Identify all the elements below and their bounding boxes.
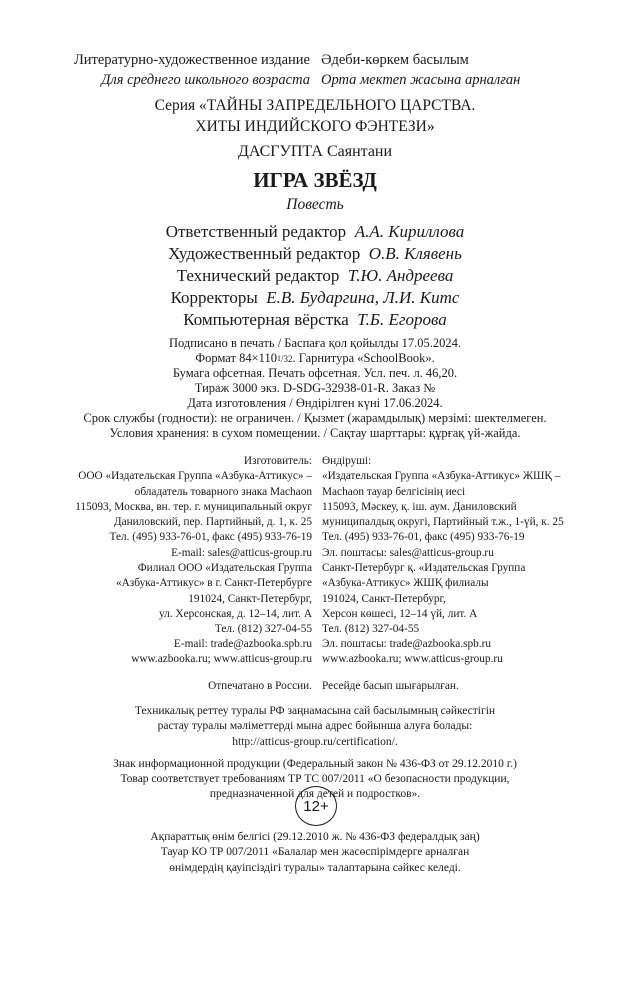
print-service-life: Срок службы (годности): не ограничен. / Қызмет (жарамдылық) мерзімі: шектелмеген.: [83, 411, 547, 425]
tech-reg-url: http://atticus-group.ru/certification/.: [232, 736, 398, 748]
series-line-2: ХИТЫ ИНДИЙСКОГО ФЭНТЕЗИ»: [195, 118, 435, 135]
kz-cert-line: Тауар КО ТР 007/2011 «Балалар мен жасөспірімдерге арналған: [160, 846, 470, 858]
print-run: Тираж 3000 экз. D-SDG-32938-01-R. Заказ №: [194, 381, 436, 395]
kz-cert-line: Ақпараттық өнім белгісі (29.12.2010 ж. № 436-ФЗ федералдық заң): [150, 831, 480, 843]
print-made-date: Дата изготовления / Өндірілген күні 17.06.2024.: [187, 396, 443, 410]
staff-name: А.А. Кириллова: [354, 222, 465, 241]
web-kz: www.azbooka.ru; www.atticus-group.ru: [322, 653, 503, 665]
staff-name: Т.Б. Егорова: [357, 310, 447, 329]
publisher-ru-line: Даниловский, пер. Партийный, д. 1, к. 25: [113, 516, 312, 529]
staff-name: Т.Ю. Андреева: [347, 266, 454, 285]
branch-ru-line: Тел. (812) 327-04-55: [214, 623, 312, 636]
branch-ru-line: 191024, Санкт-Петербург,: [188, 592, 312, 605]
staff-line: [0, 309, 630, 331]
staff-role: Ответственный редактор: [165, 222, 347, 241]
publisher-ru-email: E-mail: sales@atticus-group.ru: [171, 546, 312, 559]
branch-ru-line: «Азбука-Аттикус» в г. Санкт-Петербурге: [116, 577, 312, 590]
print-paper: Бумага офсетная. Печать офсетная. Усл. печ. л. 46,20.: [172, 366, 458, 380]
publisher-kz-line: Өндіруші:: [322, 455, 372, 467]
publisher-ru-line: 115093, Москва, вн. тер. г. муниципальный округ: [75, 500, 312, 513]
branch-kz: [322, 561, 525, 653]
branch-ru-line: ул. Херсонская, д. 12–14, лит. А: [158, 607, 312, 620]
series-line-1: Серия «ТАЙНЫ ЗАПРЕДЕЛЬНОГО ЦАРСТВА.: [154, 97, 476, 114]
branch-kz-line: «Азбука-Аттикус» ЖШҚ филиалы: [322, 577, 489, 590]
format-size: Формат 84×110: [195, 351, 277, 365]
staff-role: Корректоры: [170, 288, 258, 307]
branch-ru: [40, 561, 312, 653]
staff-line: [0, 243, 630, 265]
ru-cert-line: предназначенной для детей и подростков».: [209, 788, 421, 800]
printed-ru: Отпечатано в России.: [208, 680, 312, 692]
publisher-kz-line: Тел. (495) 933-76-01, факс (495) 933-76-19: [322, 531, 525, 544]
branch-ru-email: E-mail: trade@azbooka.spb.ru: [173, 638, 312, 651]
branch-kz-email: Эл. поштасы: trade@azbooka.spb.ru: [322, 638, 492, 651]
format-sup: 1: [276, 354, 281, 363]
format-sub: /32: [280, 354, 293, 364]
genre: Повесть: [286, 196, 344, 213]
staff-line: [0, 265, 630, 287]
branch-kz-line: Тел. (812) 327-04-55: [322, 623, 420, 636]
print-signed: Подписано в печать / Баспаға қол қойылды 17.05.2024.: [168, 336, 462, 350]
staff-line: [0, 287, 630, 309]
category-kz-line-1: Әдеби-көркем басылым: [321, 52, 469, 68]
branch-kz-line: 191024, Санкт-Петербург,: [322, 592, 446, 605]
publisher-ru: [40, 454, 312, 561]
staff-role: Компьютерная вёрстка: [183, 310, 349, 329]
publisher-kz-email: Эл. поштасы: sales@atticus-group.ru: [322, 546, 494, 559]
branch-kz-line: Херсон көшесі, 12–14 үй, лит. А: [322, 607, 478, 620]
staff-role: Художественный редактор: [168, 244, 361, 263]
kz-cert-line: өнімдердің қауіпсіздігі туралы» талаптарына сәйкес келеді.: [169, 862, 461, 874]
publisher-kz: [322, 454, 564, 561]
staff-line: [0, 221, 630, 243]
author: ДАСГУПТА Саянтани: [237, 143, 393, 160]
category-ru-line-2: Для среднего школьного возраста: [101, 72, 310, 88]
publisher-kz-line: 115093, Мәскеу, қ. іш. аум. Даниловский: [322, 500, 517, 513]
print-format: [0, 351, 630, 367]
tech-reg-line: Техникалық реттеу туралы РФ заңнамасына сай басылымның сәйкестігін: [134, 705, 496, 717]
web-ru: www.azbooka.ru; www.atticus-group.ru: [131, 653, 312, 665]
publisher-ru-line: ООО «Издательская Группа «Азбука-Аттикус» –: [78, 470, 312, 483]
print-storage: Условия хранения: в сухом помещении. / Сақтау шарттары: құрғақ үй-жайда.: [109, 426, 521, 440]
staff-role: Технический редактор: [176, 266, 340, 285]
format-typeface: . Гарнитура «SchoolBook».: [292, 351, 435, 365]
staff-name: Е.В. Бударгина, Л.И. Китс: [266, 288, 460, 307]
category-kz-line-2: Орта мектеп жасына арналған: [321, 72, 521, 88]
publisher-ru-line: Тел. (495) 933-76-01, факс (495) 933-76-19: [109, 531, 312, 544]
book-title: ИГРА ЗВЁЗД: [253, 168, 377, 192]
publisher-kz-line: муниципалдық округі, Партийный т.ж., 1-үй, к. 25: [322, 516, 564, 529]
publisher-ru-line: Изготовитель:: [243, 455, 312, 467]
tech-reg-line: растау туралы мәліметтерді мына адрес бойынша алуға болады:: [157, 720, 473, 732]
category-ru-line-1: Литературно-художественное издание: [73, 52, 310, 68]
publisher-kz-line: «Издательская Группа «Азбука-Аттикус» ЖШҚ –: [322, 470, 561, 483]
staff-name: О.В. Клявень: [368, 244, 462, 263]
ru-cert-line: Знак информационной продукции (Федеральный закон № 436-ФЗ от 29.12.2010 г.): [113, 758, 517, 770]
printed-kz: Ресейде басып шығарылған.: [322, 680, 459, 692]
publisher-kz-line: Machaon тауар белгісінің иесі: [322, 485, 466, 498]
ru-cert-line: Товар соответствует требованиям ТР ТС 007/2011 «О безопасности продукции,: [120, 773, 510, 785]
publisher-ru-line: обладатель товарного знака Machaon: [134, 485, 312, 498]
branch-kz-line: Санкт-Петербург қ. «Издательская Группа: [322, 562, 526, 574]
age-rating-badge: 12+: [295, 786, 337, 826]
branch-ru-line: Филиал ООО «Издательская Группа: [137, 562, 312, 574]
